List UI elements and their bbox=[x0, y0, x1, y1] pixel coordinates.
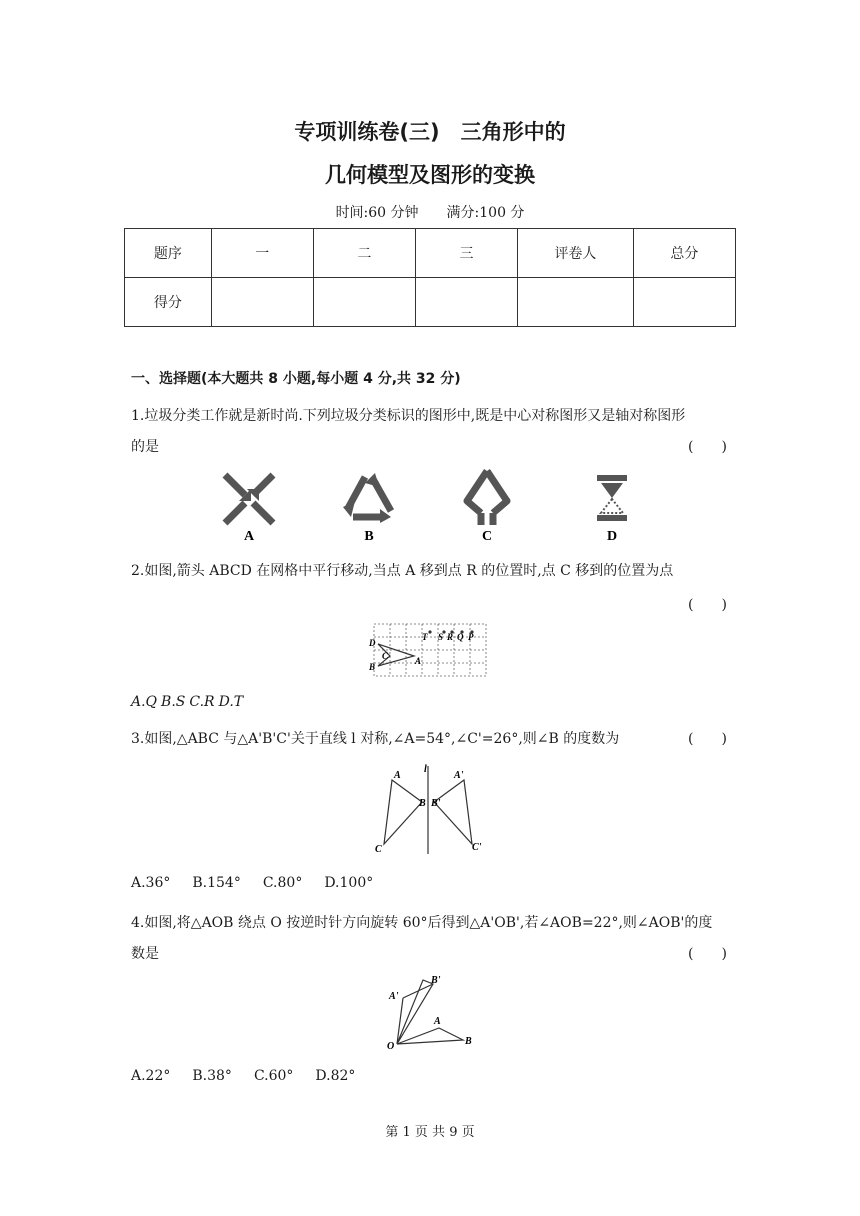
fig-label: T bbox=[422, 632, 428, 642]
q4-text-line2: 数是 bbox=[131, 946, 159, 962]
q1-text-line2: 的是 bbox=[131, 439, 159, 455]
triangle-aob-shape bbox=[397, 1028, 463, 1044]
q3-option-a[interactable]: A.36° bbox=[131, 875, 171, 891]
q2-option-b[interactable]: B.S bbox=[161, 694, 186, 710]
fig-label: B bbox=[419, 798, 426, 809]
q1-answer-paren: ( ) bbox=[688, 439, 727, 455]
time-info: 时间:60 分钟 满分:100 分 bbox=[335, 205, 525, 221]
score-table bbox=[124, 228, 736, 327]
fig-label: A bbox=[434, 1016, 441, 1027]
header-cell: 总分 bbox=[633, 229, 735, 278]
score-cell bbox=[313, 278, 415, 327]
score-cell bbox=[211, 278, 313, 327]
fig-label: A' bbox=[389, 991, 399, 1002]
q3-option-c[interactable]: C.80° bbox=[262, 875, 303, 891]
fig-label: S bbox=[438, 632, 444, 642]
paper-title-line2: 几何模型及图形的变换 bbox=[325, 163, 535, 187]
symbol-a-icon bbox=[225, 475, 273, 523]
header-cell: 评卷人 bbox=[518, 229, 634, 278]
q2-grid-figure bbox=[368, 620, 490, 678]
q2-option-c[interactable]: C.R bbox=[189, 694, 215, 710]
q2-text-line1: 2.如图,箭头 ABCD 在网格中平行移动,当点 A 移到点 R 的位置时,点 C 移到的位置为点 bbox=[131, 563, 674, 579]
section-heading: 一、选择题(本大题共 8 小题,每小题 4 分,共 32 分) bbox=[131, 371, 461, 387]
triangle-abc-prime-shape bbox=[434, 780, 472, 844]
symbol-d-icon bbox=[597, 475, 627, 521]
paper-title-line1: 专项训练卷(三) 三角形中的 bbox=[294, 120, 566, 144]
fig-label: C bbox=[375, 844, 382, 855]
fig-label: C bbox=[382, 651, 389, 661]
q1-label-b: B bbox=[364, 529, 374, 544]
score-cell bbox=[518, 278, 634, 327]
q1-recycle-symbols-figure bbox=[215, 465, 645, 545]
fig-label: l bbox=[424, 764, 427, 775]
fig-label: B' bbox=[431, 975, 441, 986]
q2-answer-paren: ( ) bbox=[688, 597, 727, 613]
q2-option-d[interactable]: D.T bbox=[218, 694, 244, 710]
fig-label: D bbox=[369, 638, 376, 648]
symbol-b-icon bbox=[343, 473, 391, 523]
q1-label-a: A bbox=[243, 529, 255, 544]
q4-options bbox=[131, 1068, 377, 1084]
header-cell: 题序 bbox=[125, 229, 212, 278]
q4-option-d[interactable]: D.82° bbox=[315, 1068, 356, 1084]
q2-option-a[interactable]: A.Q bbox=[131, 694, 158, 710]
q1-text-line1: 1.垃圾分类工作就是新时尚.下列垃圾分类标识的图形中,既是中心对称图形又是轴对称图形 bbox=[131, 408, 686, 424]
fig-label: P bbox=[468, 632, 474, 642]
fig-label: B bbox=[369, 662, 376, 672]
q4-option-c[interactable]: C.60° bbox=[253, 1068, 294, 1084]
triangle-abc-shape bbox=[384, 780, 422, 844]
triangle-aob-prime-shape bbox=[397, 980, 433, 1044]
page-number: 第 1 页 共 9 页 bbox=[385, 1125, 475, 1140]
q2-options bbox=[131, 694, 247, 710]
fig-label: C' bbox=[472, 842, 482, 853]
q4-option-b[interactable]: B.38° bbox=[192, 1068, 232, 1084]
q3-answer-paren: ( ) bbox=[688, 731, 727, 747]
fig-label: A bbox=[394, 770, 401, 781]
q1-label-d: D bbox=[606, 529, 618, 544]
fig-label: Q bbox=[457, 632, 464, 642]
score-cell bbox=[415, 278, 517, 327]
q1-label-c: C bbox=[481, 529, 493, 544]
q3-reflection-figure bbox=[368, 758, 492, 858]
score-table-score-row bbox=[125, 278, 736, 327]
q4-answer-paren: ( ) bbox=[688, 946, 727, 962]
q3-text-line1: 3.如图,△ABC 与△A'B'C'关于直线 l 对称,∠A=54°,∠C'=26°,则∠B 的度数为 bbox=[131, 731, 620, 747]
q3-options bbox=[131, 875, 395, 891]
q4-option-a[interactable]: A.22° bbox=[131, 1068, 171, 1084]
header-cell: 一 bbox=[211, 229, 313, 278]
fig-label: A bbox=[415, 656, 422, 666]
symbol-c-icon bbox=[467, 471, 507, 525]
fig-label: B bbox=[465, 1036, 472, 1047]
fig-label: A' bbox=[454, 770, 464, 781]
q4-rotation-figure bbox=[383, 970, 479, 1052]
q4-text-line1: 4.如图,将△AOB 绕点 O 按逆时针方向旋转 60°后得到△A'OB',若∠AOB=22°,则∠AOB'的度 bbox=[131, 915, 713, 931]
header-cell: 三 bbox=[415, 229, 517, 278]
header-cell: 二 bbox=[313, 229, 415, 278]
fig-label: O bbox=[387, 1041, 395, 1052]
q3-option-d[interactable]: D.100° bbox=[324, 875, 374, 891]
fig-label: R bbox=[447, 632, 454, 642]
score-table-header-row bbox=[125, 229, 736, 278]
row-label: 得分 bbox=[125, 278, 212, 327]
score-cell bbox=[633, 278, 735, 327]
q3-option-b[interactable]: B.154° bbox=[192, 875, 241, 891]
fig-label: B' bbox=[431, 798, 441, 809]
